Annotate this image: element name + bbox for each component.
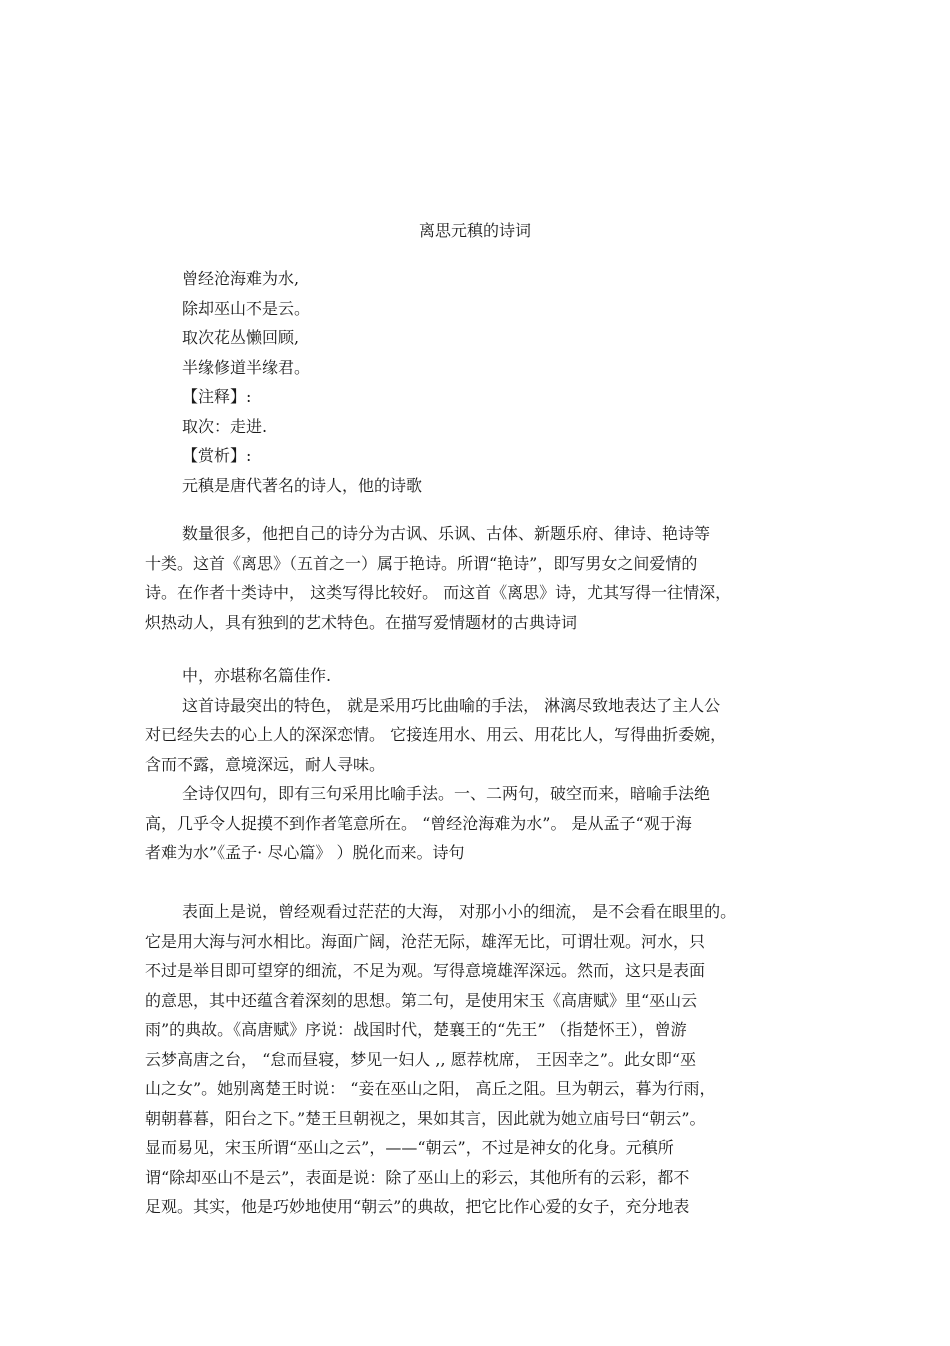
text-line: 者难为水”《孟子· 尽心篇》 ）脱化而来。诗句 xyxy=(145,843,465,862)
text-line: 山之女”。她别离楚王时说： “妾在巫山之阳， 高丘之阻。旦为朝云，暮为行雨， xyxy=(145,1079,716,1098)
appreciation-heading: 【赏析】: xyxy=(182,446,252,465)
annotation-text: 取次：走进. xyxy=(182,416,268,436)
text-line: 朝朝暮暮，阳台之下。”楚王旦朝视之，果如其言，因此就为她立庙号曰“朝云”。 xyxy=(145,1108,706,1128)
paragraph-3 xyxy=(145,897,815,1222)
text-line: 高，几乎令人捉摸不到作者笔意所在。 “曾经沧海难为水”。 是从孟子“观于海 xyxy=(145,813,692,833)
paragraph-2 xyxy=(145,661,815,868)
text-line: 数量很多，他把自己的诗分为古讽、乐讽、古体、新题乐府、律诗、艳诗等 xyxy=(182,524,711,543)
text-line: 雨”的典故。《高唐赋》序说：战国时代，楚襄王的“先王” （指楚怀王），曾游 xyxy=(145,1020,687,1039)
text-line: 表面上是说，曾经观看过茫茫的大海， 对那小小的细流， 是不会看在眼里的。 xyxy=(182,902,737,921)
text-line: 含而不露，意境深远，耐人寻味。 xyxy=(145,754,386,774)
poem-line: 曾经沧海难为水, xyxy=(182,269,300,288)
text-line: 的意思，其中还蕴含着深刻的思想。第二句，是使用宋玉《高唐赋》里“巫山云 xyxy=(145,990,698,1010)
text-line: 这首诗最突出的特色， 就是采用巧比曲喻的手法， 淋漓尽致地表达了主人公 xyxy=(182,695,721,715)
paragraph-1 xyxy=(145,519,815,637)
poem-line: 取次花丛懒回顾, xyxy=(182,328,300,347)
text-line: 不过是举目即可望穿的细流，不足为观。写得意境雄浑深远。然而，这只是表面 xyxy=(145,961,706,980)
text-line: 十类。这首《离思》（五首之一）属于艳诗。所谓“艳诗”，即写男女之间爱情的 xyxy=(145,553,698,573)
document-title: 离思元稹的诗词 xyxy=(418,221,531,240)
appreciation-intro: 元稹是唐代著名的诗人，他的诗歌 xyxy=(182,475,423,495)
text-line: 足观。其实，他是巧妙地使用“朝云”的典故，把它比作心爱的女子，充分地表 xyxy=(145,1197,690,1216)
annotation-heading: 【注释】: xyxy=(182,387,252,406)
text-line: 谓“除却巫山不是云”，表面是说：除了巫山上的彩云，其他所有的云彩，都不 xyxy=(145,1167,690,1187)
text-line: 炽热动人，具有独到的艺术特色。在描写爱情题材的古典诗词 xyxy=(145,612,578,632)
poem-block xyxy=(182,264,422,500)
text-line: 显而易见，宋玉所谓“巫山之云”，——“朝云”，不过是神女的化身。元稹所 xyxy=(145,1138,674,1157)
text-line: 它是用大海与河水相比。海面广阔，沧茫无际，雄浑无比，可谓壮观。河水，只 xyxy=(145,931,706,951)
text-line: 中，亦堪称名篇佳作. xyxy=(182,666,332,685)
text-line: 云梦高唐之台， “怠而昼寝，梦见一妇人 ,, 愿荐枕席， 王因幸之”。此女即“巫 xyxy=(145,1049,697,1069)
text-line: 全诗仅四句，即有三句采用比喻手法。一、二两句，破空而来，暗喻手法绝 xyxy=(182,784,711,803)
text-line: 对已经失去的心上人的深深恋情。 它接连用水、用云、用花比人，写得曲折委婉， xyxy=(145,725,727,744)
poem-line: 半缘修道半缘君。 xyxy=(182,357,311,377)
text-line: 诗。在作者十类诗中， 这类写得比较好。 而这首《离思》诗，尤其写得一往情深， xyxy=(145,583,732,602)
poem-line: 除却巫山不是云。 xyxy=(182,298,311,318)
